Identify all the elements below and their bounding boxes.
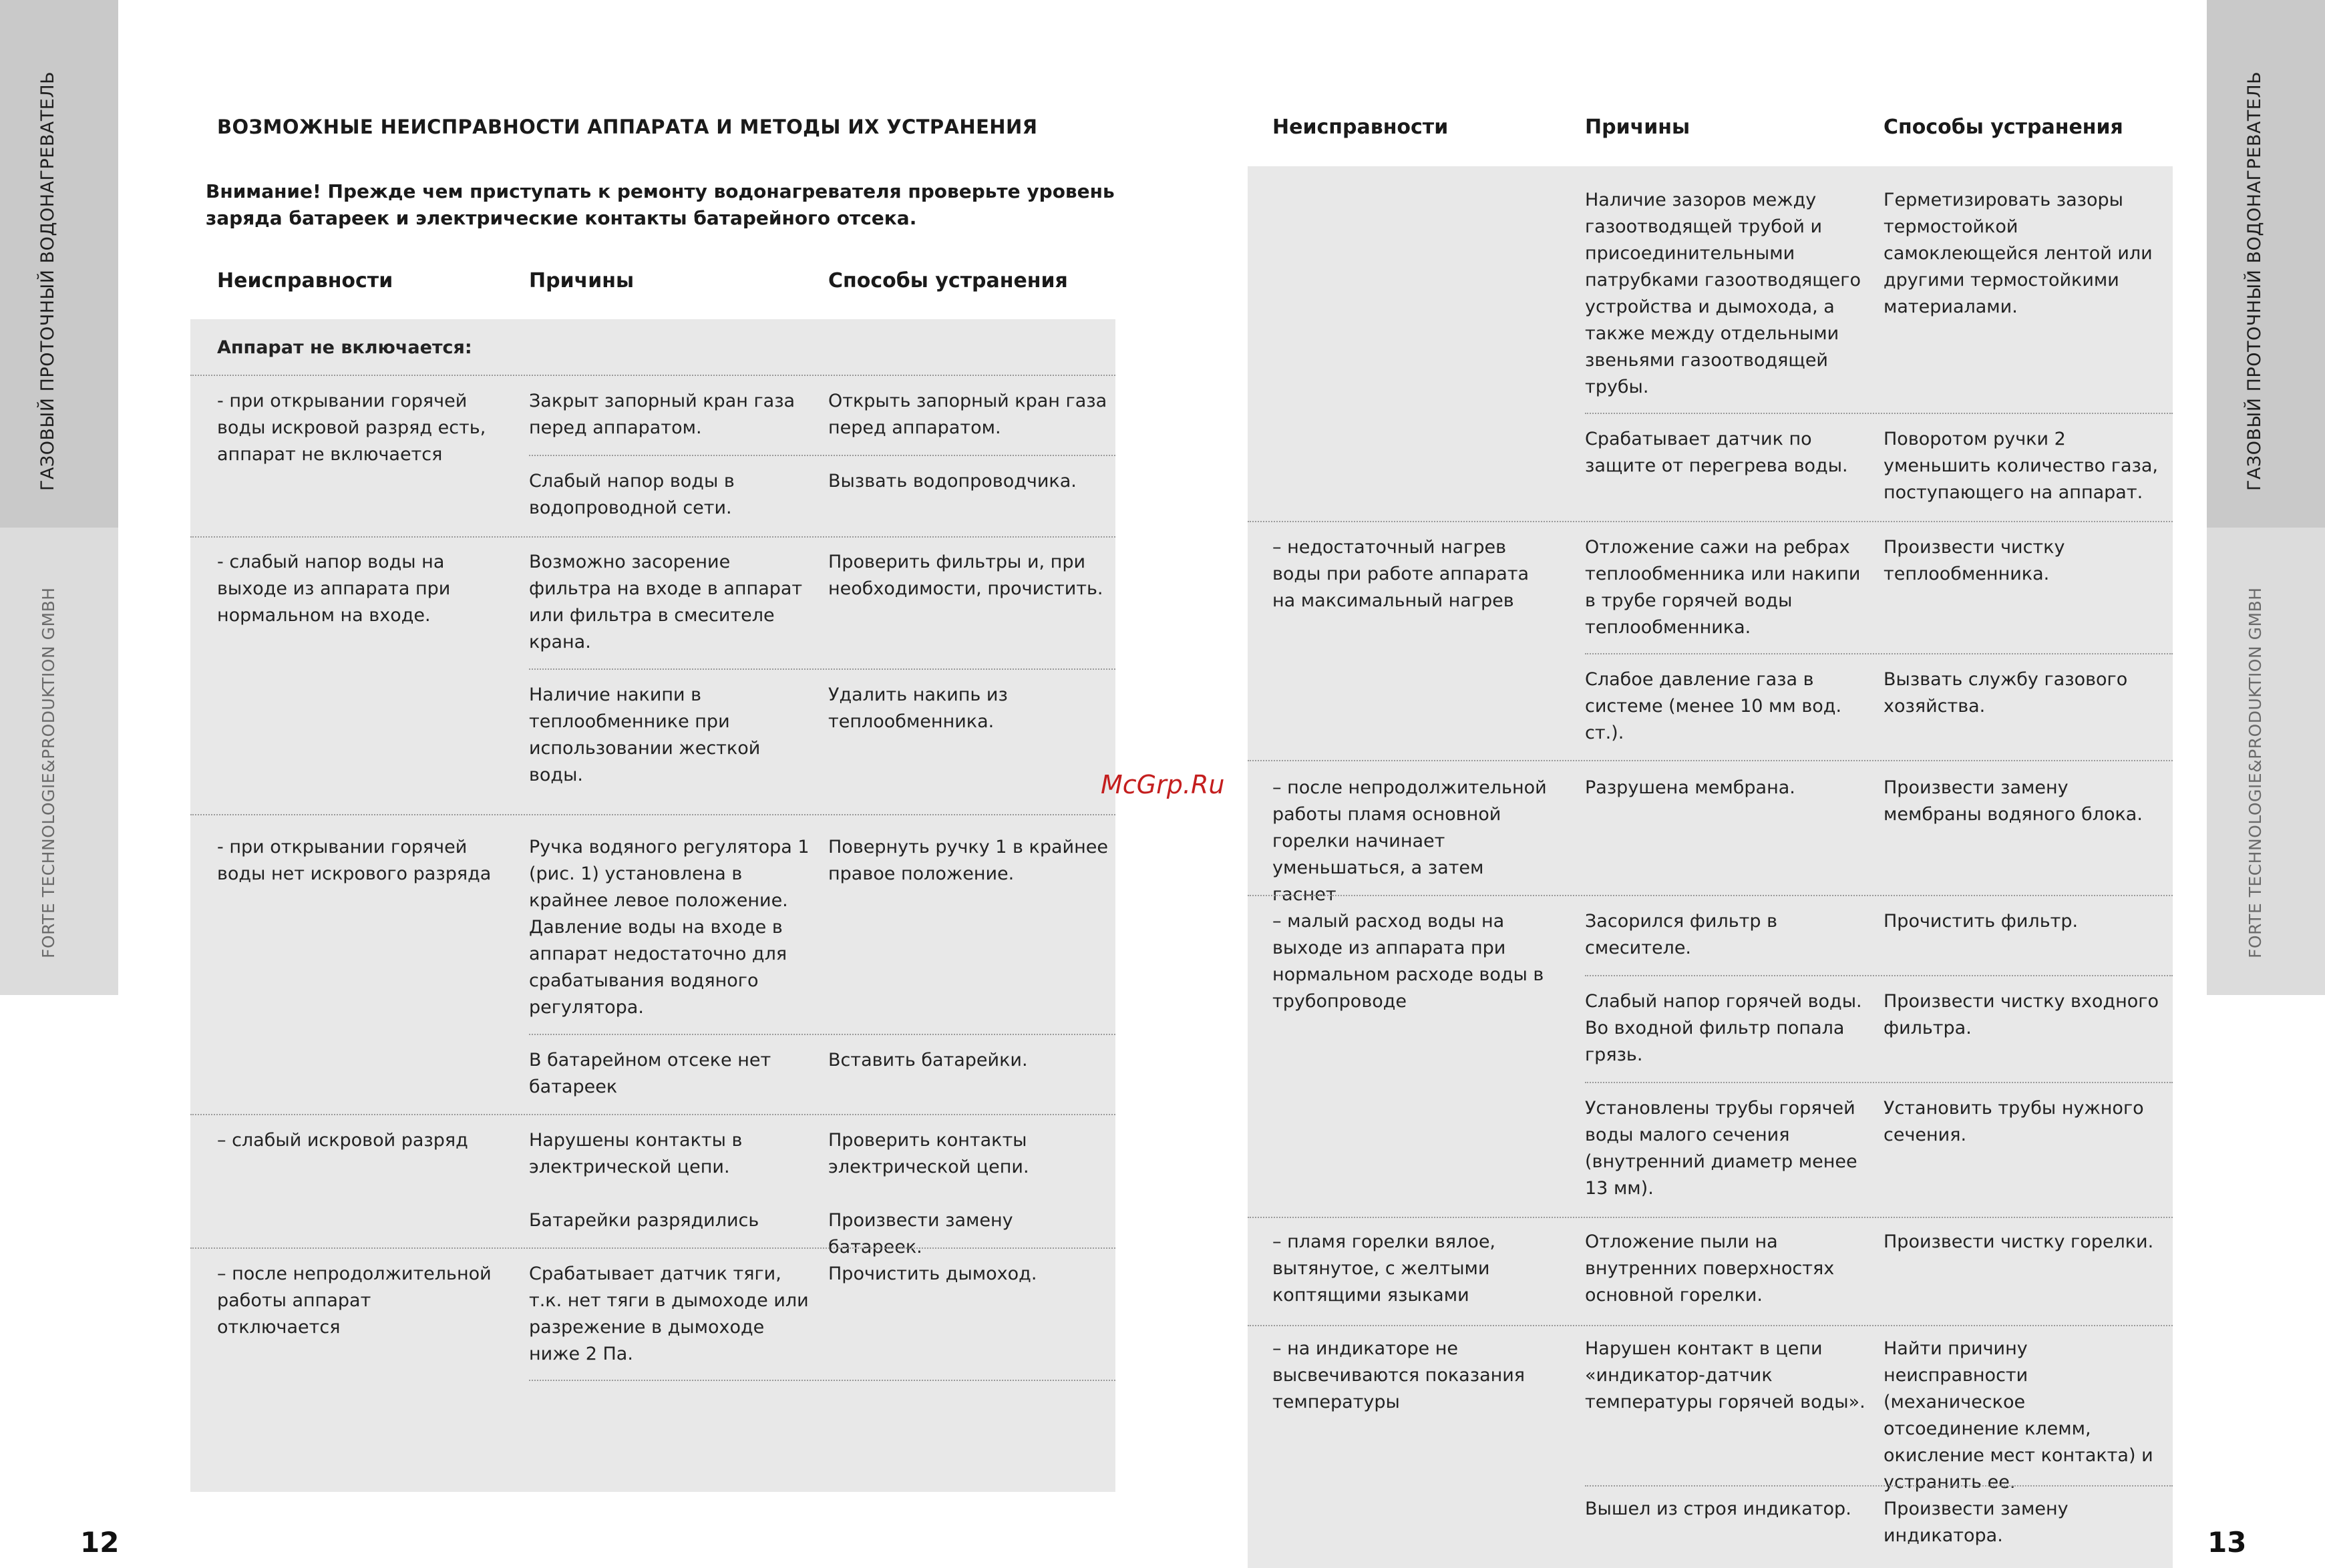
row-divider	[1585, 975, 2173, 976]
cause-cell: Слабый напор горячей воды. Во входной фильтр попала грязь.	[1585, 991, 1862, 1065]
fault-cell: – после непродолжительной работы пламя основной горелки начинает уменьшаться, а затем гаснет	[1272, 777, 1547, 905]
row-divider	[190, 375, 1115, 376]
fix-cell: Установить трубы нужного сечения.	[1884, 1098, 2144, 1145]
fix-cell: Найти причину неисправности (механическое отсоединение клемм, окисление мест контакта) и устранить ее.	[1884, 1338, 2153, 1493]
cause-cell: В батарейном отсеке нет батареек	[529, 1050, 771, 1097]
row-divider	[190, 814, 1115, 815]
fix-cell: Произвести замену мембраны водяного блока.	[1884, 777, 2143, 825]
row-divider	[1248, 1217, 2173, 1218]
fix-cell: Герметизировать зазоры термостойкой самоклеющейся лентой или другими термостойкими материалами.	[1884, 190, 2153, 317]
right-sidebar-top	[2207, 0, 2325, 528]
cause-cell: Отложение сажи на ребрах теплообменника или накипи в трубе горячей воды теплообменника.	[1585, 537, 1861, 638]
row-divider	[529, 455, 1115, 456]
fault-cell: - при открывании горячей воды искровой разряд есть, аппарат не включается	[217, 391, 486, 465]
warning-note: Внимание! Прежде чем приступать к ремонту водонагревателя проверьте уровень заряда батареек и электрические контакты батарейного отсека.	[206, 180, 1115, 229]
row-divider	[1248, 895, 2173, 896]
row-divider	[190, 1114, 1115, 1115]
row-divider	[529, 668, 1115, 670]
cause-cell: Наличие зазоров между газоотводящей трубой и присоединительными патрубками газоотводящего устройства и дымохода, а также между отдельными звеньями газоотводящей трубы.	[1585, 190, 1861, 397]
fault-cell: – слабый искровой разряд	[217, 1130, 468, 1151]
header-faults-left: Неисправности	[217, 269, 393, 292]
fault-cell: – после непродолжительной работы аппарат отключается	[217, 1263, 492, 1338]
fix-cell: Вставить батарейки.	[828, 1050, 1028, 1070]
row-divider	[1585, 1082, 2173, 1083]
cause-cell: Слабое давление газа в системе (менее 10 мм вод. ст.).	[1585, 669, 1842, 743]
row-divider	[1585, 413, 2173, 414]
left-sidebar-title: ГАЗОВЫЙ ПРОТОЧНЫЙ ВОДОНАГРЕВАТЕЛЬ	[37, 71, 58, 491]
fault-cell: – малый расход воды на выходе из аппарата при нормальном расходе воды в трубопроводе	[1272, 911, 1544, 1012]
row-divider	[1248, 760, 2173, 761]
header-faults-right: Неисправности	[1272, 116, 1449, 139]
row-divider	[529, 1034, 1115, 1035]
fault-cell: – на индикаторе не высвечиваются показания температуры	[1272, 1338, 1526, 1412]
fault-cell: – пламя горелки вялое, вытянутое, с желтыми коптящими языками	[1272, 1231, 1496, 1306]
cause-cell: Разрушена мембрана.	[1585, 777, 1795, 798]
header-causes-right: Причины	[1585, 116, 1690, 139]
fix-cell: Произвести замену индикатора.	[1884, 1499, 2069, 1546]
fix-cell: Произвести замену батареек.	[828, 1210, 1013, 1257]
page-number-right: 13	[2207, 1526, 2247, 1559]
fix-cell: Вызвать водопроводчика.	[828, 471, 1077, 492]
row-divider	[1585, 1485, 2173, 1487]
row-divider	[1248, 521, 2173, 522]
cause-cell: Установлены трубы горячей воды малого сечения (внутренний диаметр менее 13 мм).	[1585, 1098, 1857, 1199]
cause-cell: Батарейки разрядились	[529, 1210, 759, 1231]
fix-cell: Произвести чистку горелки.	[1884, 1231, 2154, 1252]
cause-cell: Срабатывает датчик тяги, т.к. нет тяги в дымоходе или разрежение в дымоходе ниже 2 Па.	[529, 1263, 809, 1364]
cause-cell: Вышел из строя индикатор.	[1585, 1499, 1851, 1519]
fix-cell: Проверить фильтры и, при необходимости, прочистить.	[828, 552, 1103, 599]
cause-cell: Отложение пыли на внутренних поверхностях основной горелки.	[1585, 1231, 1835, 1306]
cause-cell: Срабатывает датчик по защите от перегрева воды.	[1585, 429, 1848, 476]
row-divider	[1585, 653, 2173, 654]
fix-cell: Произвести чистку входного фильтра.	[1884, 991, 2159, 1038]
page-title: ВОЗМОЖНЫЕ НЕИСПРАВНОСТИ АППАРАТА И МЕТОДЫ ИХ УСТРАНЕНИЯ	[217, 116, 1038, 138]
cause-cell: Слабый напор воды в водопроводной сети.	[529, 471, 735, 518]
cause-cell: Наличие накипи в теплообменнике при использовании жесткой воды.	[529, 684, 761, 785]
watermark: McGrp.Ru	[1101, 770, 1225, 799]
cause-cell: Нарушен контакт в цепи «индикатор-датчик температуры горячей воды».	[1585, 1338, 1865, 1412]
right-sidebar-company: FORTE TECHNOLOGIE&PRODUKTION GMBH	[2246, 587, 2265, 958]
left-sidebar-top	[0, 0, 118, 528]
page-number-left: 12	[80, 1526, 120, 1559]
header-causes-left: Причины	[529, 269, 635, 292]
left-sidebar-company: FORTE TECHNOLOGIE&PRODUKTION GMBH	[39, 587, 58, 958]
section-label: Аппарат не включается:	[217, 337, 472, 358]
header-fixes-left: Способы устранения	[828, 269, 1068, 292]
fix-cell: Прочистить фильтр.	[1884, 911, 2079, 932]
fix-cell: Вызвать службу газового хозяйства.	[1884, 669, 2128, 717]
row-divider	[1248, 1325, 2173, 1326]
fix-cell: Открыть запорный кран газа перед аппаратом.	[828, 391, 1107, 438]
cause-cell: Возможно засорение фильтра на входе в аппарат или фильтра в смесителе крана.	[529, 552, 803, 652]
fix-cell: Проверить контакты электрической цепи.	[828, 1130, 1029, 1177]
fault-cell: - при открывании горячей воды нет искрового разряда	[217, 837, 492, 884]
fix-cell: Поворотом ручки 2 уменьшить количество газа, поступающего на аппарат.	[1884, 429, 2158, 503]
row-divider	[190, 1247, 1115, 1249]
fix-cell: Прочистить дымоход.	[828, 1263, 1037, 1284]
cause-cell: Ручка водяного регулятора 1 (рис. 1) установлена в крайнее левое положение. Давление воды на входе в аппарат недостаточно для срабатывания водяного регулятора.	[529, 837, 810, 1018]
row-divider	[190, 536, 1115, 538]
row-divider	[529, 1380, 1115, 1381]
fault-cell: – недостаточный нагрев воды при работе аппарата на максимальный нагрев	[1272, 537, 1530, 611]
fault-cell: - слабый напор воды на выходе из аппарата при нормальном на входе.	[217, 552, 451, 626]
right-sidebar-bottom	[2207, 528, 2325, 995]
fix-cell: Произвести чистку теплообменника.	[1884, 537, 2065, 584]
cause-cell: Нарушены контакты в электрической цепи.	[529, 1130, 743, 1177]
left-sidebar-bottom	[0, 528, 118, 995]
header-fixes-right: Способы устранения	[1884, 116, 2123, 139]
fix-cell: Повернуть ручку 1 в крайнее правое положение.	[828, 837, 1108, 884]
right-sidebar-title: ГАЗОВЫЙ ПРОТОЧНЫЙ ВОДОНАГРЕВАТЕЛЬ	[2244, 71, 2265, 491]
cause-cell: Засорился фильтр в смесителе.	[1585, 911, 1777, 958]
fix-cell: Удалить накипь из теплообменника.	[828, 684, 1008, 732]
cause-cell: Закрыт запорный кран газа перед аппаратом.	[529, 391, 795, 438]
